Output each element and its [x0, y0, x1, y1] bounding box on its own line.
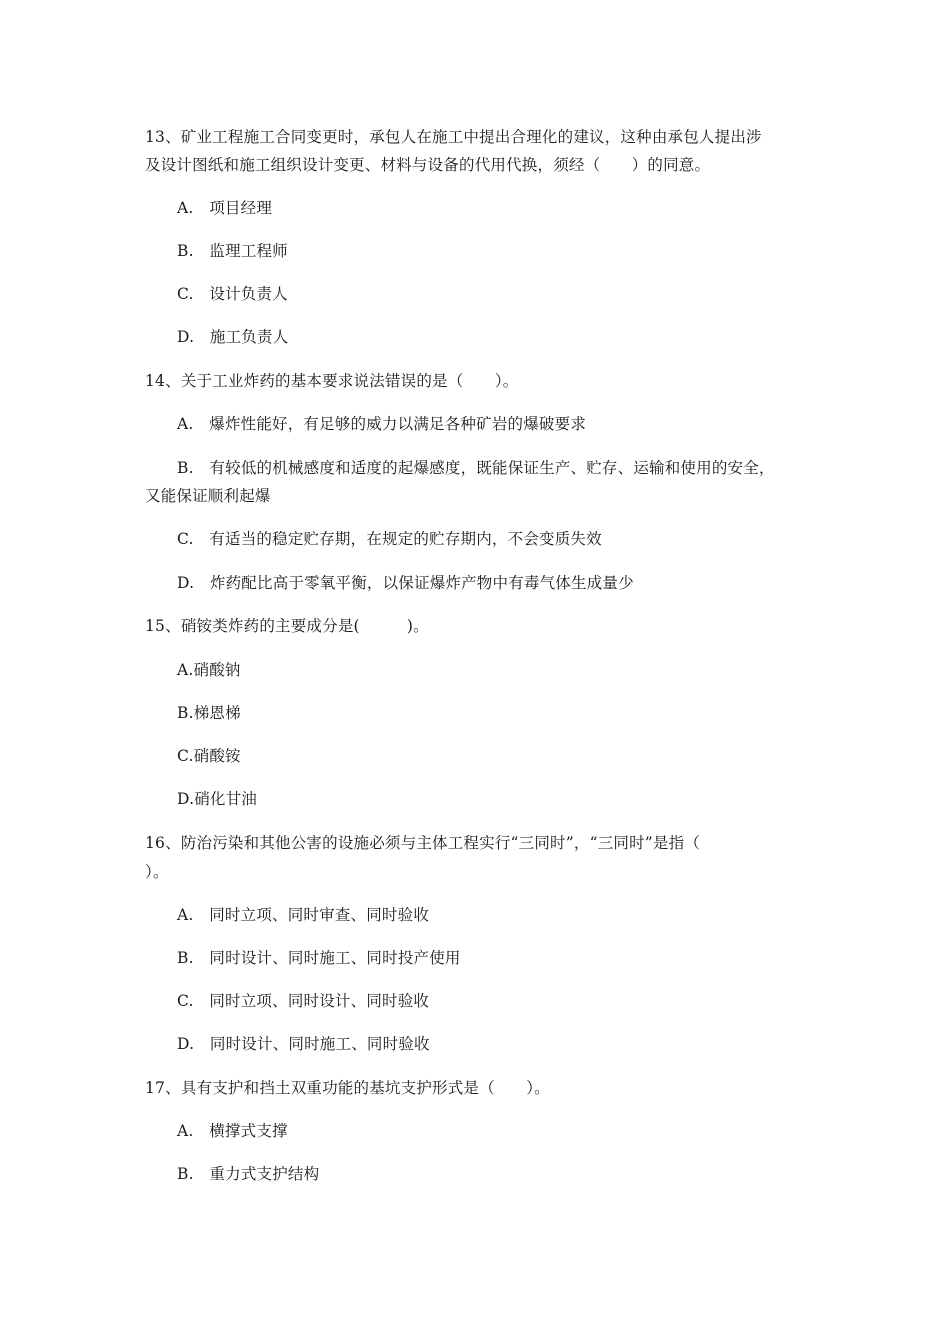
question-13-option-d: D. 施工负责人 — [177, 328, 289, 346]
question-14-option-c: C. 有适当的稳定贮存期，在规定的贮存期内，不会变质失效 — [177, 530, 602, 548]
question-16-option-a: A. 同时立项、同时审查、同时验收 — [177, 906, 430, 924]
question-14-stem: 14、关于工业炸药的基本要求说法错误的是（ ）。 — [145, 372, 519, 390]
question-15-option-c: C.硝酸铵 — [177, 747, 241, 765]
question-15-option-a: A.硝酸钠 — [177, 661, 241, 679]
question-17-stem: 17、具有支护和挡土双重功能的基坑支护形式是（ ）。 — [145, 1079, 550, 1097]
question-15-option-d: D.硝化甘油 — [177, 790, 258, 808]
question-14-option-b-line-2: 又能保证顺利起爆 — [145, 487, 271, 505]
question-13-option-b: B. 监理工程师 — [177, 242, 288, 260]
question-14-option-b-line-1: B. 有较低的机械感度和适度的起爆感度，既能保证生产、贮存、运输和使用的安全， — [177, 459, 775, 477]
question-15-option-b: B.梯恩梯 — [177, 704, 241, 722]
question-14-option-d: D. 炸药配比高于零氧平衡，以保证爆炸产物中有毒气体生成量少 — [177, 574, 634, 592]
question-15-stem: 15、硝铵类炸药的主要成分是( )。 — [145, 617, 429, 635]
question-13-stem-line-2: 及设计图纸和施工组织设计变更、材料与设备的代用代换，须经（ ）的同意。 — [145, 156, 711, 174]
question-16-option-c: C. 同时立项、同时设计、同时验收 — [177, 992, 430, 1010]
question-13-option-c: C. 设计负责人 — [177, 285, 288, 303]
question-17-option-b: B. 重力式支护结构 — [177, 1165, 320, 1183]
question-16-stem-line-2: ）。 — [145, 863, 169, 881]
question-16-option-b: B. 同时设计、同时施工、同时投产使用 — [177, 949, 461, 967]
question-16-option-d: D. 同时设计、同时施工、同时验收 — [177, 1035, 430, 1053]
question-13-stem-line-1: 13、矿业工程施工合同变更时，承包人在施工中提出合理化的建议，这种由承包人提出涉 — [145, 128, 762, 146]
question-17-option-a: A. 横撑式支撑 — [177, 1122, 288, 1140]
question-13-option-a: A. 项目经理 — [177, 199, 273, 217]
question-16-stem-line-1: 16、防治污染和其他公害的设施必须与主体工程实行“三同时”，“三同时”是指（ — [145, 834, 701, 852]
question-14-option-a: A. 爆炸性能好，有足够的威力以满足各种矿岩的爆破要求 — [177, 415, 587, 433]
